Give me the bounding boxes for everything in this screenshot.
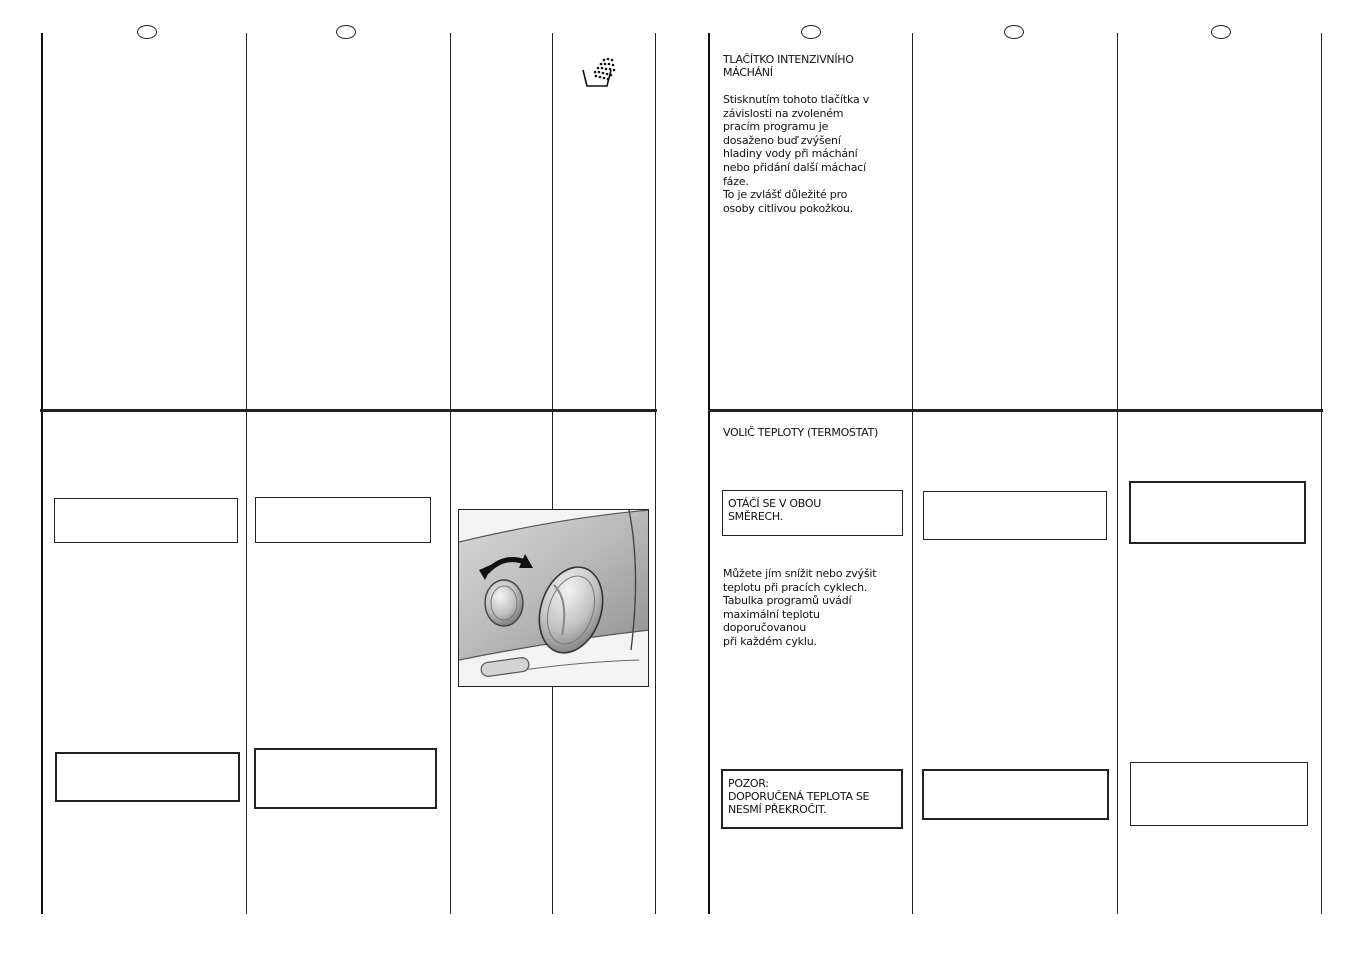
empty-warning-box	[1130, 762, 1308, 826]
thermostat-knob-photo	[458, 509, 649, 687]
rinse-shower-icon	[580, 56, 620, 92]
temperature-warning-box: POZOR: DOPORUČENÁ TEPLOTA SE NESMÍ PŘEKROČIT.	[721, 769, 903, 829]
column-divider	[708, 33, 710, 914]
column-divider	[1117, 33, 1118, 914]
column-divider	[41, 33, 43, 914]
temperature-selector-description: Můžete jím snížit nebo zvýšit teplotu při pracích cyklech. Tabulka programů uvádí maximální teplotu doporučovanou při každém cyklu.	[723, 567, 877, 648]
empty-warning-box	[254, 748, 437, 809]
column-divider	[1321, 33, 1322, 914]
column-divider	[246, 33, 247, 914]
temperature-selector-heading: VOLIČ TEPLOTY (TERMOSTAT)	[723, 426, 878, 439]
column-divider	[552, 33, 553, 914]
rotation-note-box: OTÁČÍ SE V OBOU SMĚRECH.	[722, 490, 903, 536]
language-marker-circle	[1211, 25, 1231, 39]
intensive-rinse-description: Stisknutím tohoto tlačítka v závislosti na zvoleném pracím programu je dosaženo buď zvýšení hladiny vody při máchání nebo přidání další máchací fáze. To je zvlášť důležité pro osoby citlivou pokožkou.	[723, 93, 870, 215]
column-divider	[450, 33, 451, 914]
column-divider	[655, 33, 656, 914]
language-marker-circle	[137, 25, 157, 39]
empty-note-box	[255, 497, 431, 543]
language-marker-circle	[336, 25, 356, 39]
empty-note-box	[923, 491, 1107, 540]
empty-warning-box	[922, 769, 1109, 820]
section-divider-right	[708, 409, 1323, 412]
language-marker-circle	[801, 25, 821, 39]
empty-note-box	[54, 498, 238, 543]
column-divider	[912, 33, 913, 914]
empty-note-box	[1129, 481, 1306, 544]
empty-warning-box	[55, 752, 240, 802]
intensive-rinse-heading: TLAČÍTKO INTENZIVNÍHO MÁCHÁNÍ	[723, 53, 854, 79]
section-divider-left	[40, 409, 657, 412]
language-marker-circle	[1004, 25, 1024, 39]
